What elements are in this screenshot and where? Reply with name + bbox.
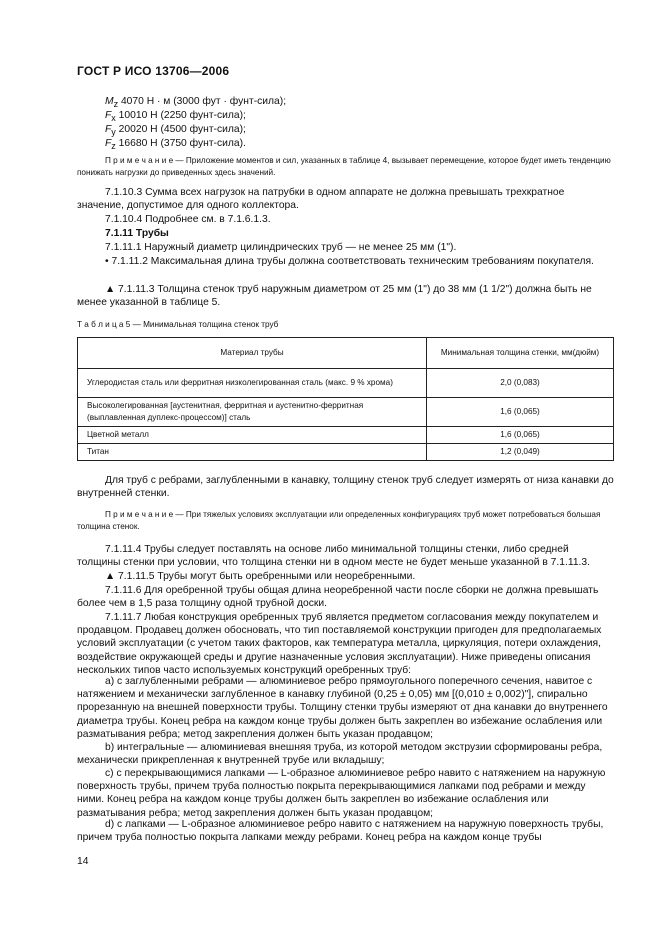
table-5-caption — [77, 320, 278, 329]
paragraph-fins: Для труб с ребрами, заглубленными в канавку, толщину стенок труб следует измерять от низа канавки до внутренней стенки. — [77, 475, 614, 500]
paragraph-7-1-11-4: 7.1.11.4 Трубы следует поставлять на основе либо минимальной толщины стенки, либо средней толщины стенки при условии, что толщина стенки ни в одном месте не будет меньше указанной в 7.1.11.3. — [77, 544, 590, 569]
force-value: 16680 Н (3750 фунт-сила). — [115, 138, 246, 149]
paragraph-7-1-11-1: 7.1.11.1 Наружный диаметр цилиндрических труб — не менее 25 мм (1"). — [105, 242, 457, 253]
section-heading-7-1-11: 7.1.11 Трубы — [105, 228, 169, 239]
note-label: П р и м е ч а н и е — [105, 510, 174, 519]
paragraph-7-1-10-3: 7.1.10.3 Сумма всех нагрузок на патрубки в одном аппарате не должна превышать трехкратное значение, допустимое для одного коллектора. — [77, 187, 565, 212]
table-cell-material: Высоколегированная [аустенитная, ферритная и аустенитно-ферритная (выплавленная дуплекс-процессом)] сталь — [78, 398, 427, 427]
force-value: 20020 Н (4500 фунт-сила); — [115, 124, 246, 135]
force-line — [105, 137, 246, 153]
force-value: 10010 Н (2250 фунт-сила); — [115, 110, 246, 121]
paragraph-7-1-11-6: 7.1.11.6 Для оребренной трубы общая длина неоребренной части после сборки не должна превышать более чем в 1,5 раза толщину одной трубной доски. — [77, 585, 599, 610]
note-text: — Приложение моментов и сил, указанных в таблице 4, вызывает перемещение, которое будет иметь тенденцию понижать нагрузки до приведенных здесь значений. — [77, 156, 611, 177]
paragraph-7-1-11-5: ▲ 7.1.11.5 Трубы могут быть оребренными или неоребренными. — [105, 571, 416, 582]
table-cell-value: 2,0 (0,083) — [427, 369, 614, 398]
paragraph-7-1-10-4: 7.1.10.4 Подробнее см. в 7.1.6.1.3. — [105, 214, 271, 225]
page-header-title: ГОСТ Р ИСО 13706—2006 — [77, 64, 230, 78]
table-cell-material: Цветной металл — [78, 427, 427, 444]
table-cell-value: 1,6 (0,065) — [427, 398, 614, 427]
table-header-row — [78, 338, 614, 369]
note-label: П р и м е ч а н и е — [105, 156, 174, 165]
table-row — [78, 444, 614, 461]
list-item-d: d) с лапками — L-образное алюминиевое ребро навито с натяжением на наружную поверхность трубы, причем труба полностью покрыта лапками между ребрами. Конец ребра на каждом конце трубы — [77, 819, 604, 844]
table-row — [78, 398, 614, 427]
table-cell-value: 1,2 (0,049) — [427, 444, 614, 461]
table-row — [78, 427, 614, 444]
paragraph-7-1-11-7: 7.1.11.7 Любая конструкция оребренных труб является предметом согласования между покупателем и продавцом. Продавец должен обосновать, что тип поставляемой конструкции пригоден для предполагаемых условий эксплуатации (с учетом таких факторов, как температура металла, циркуляция, потери охлаждения, воздействие окружающей среды и другие назначенные условия эксплуатации). Ниже приведены описания нескольких типов часто используемых конструкций оребренных труб: — [77, 612, 602, 676]
page-number: 14 — [77, 856, 89, 867]
table-caption-text: 5 — Минимальная толщина стенок труб — [123, 320, 279, 329]
force-symbol: F — [105, 138, 112, 149]
force-subscript: x — [111, 113, 116, 124]
force-value: 4070 Н · м (3000 фут · фунт-сила); — [118, 96, 287, 107]
table-5 — [77, 337, 614, 461]
force-symbol: F — [105, 124, 112, 135]
force-subscript: z — [111, 141, 116, 152]
paragraph-7-1-11-2: • 7.1.11.2 Максимальная длина трубы должна соответствовать техническим требованиям покупателя. — [105, 256, 594, 267]
force-subscript: y — [111, 127, 116, 138]
table-caption-label: Т а б л и ц а — [77, 320, 124, 329]
table-header-material: Материал трубы — [78, 338, 427, 369]
note-2 — [77, 509, 614, 532]
force-symbol: M — [105, 96, 114, 107]
note-1 — [77, 155, 614, 178]
table-cell-material: Углеродистая сталь или ферритная низколегированная сталь (макс. 9 % хрома) — [78, 369, 427, 398]
note-text: — При тяжелых условиях эксплуатации или определенных конфигурациях труб может потребоваться большая толщина стенок. — [77, 510, 601, 531]
table-header-thickness: Минимальная толщина стенки, мм(дюйм) — [427, 338, 614, 369]
table-cell-value: 1,6 (0,065) — [427, 427, 614, 444]
force-subscript: z — [113, 99, 119, 110]
list-item-c: с) с перекрывающимися лапками — L-образное алюминиевое ребро навито с натяжением на наружную поверхность трубы, причем труба полностью покрыта перекрывающимися лапками под ребрами и между ними. Конец ребра на каждом конце трубы должен быть закреплен во избежание ослабления или разматывания ребра; метод закрепления должен быть указан продавцом; — [77, 768, 606, 819]
table-cell-material: Титан — [78, 444, 427, 461]
table-row — [78, 369, 614, 398]
paragraph-7-1-11-3: ▲ 7.1.11.3 Толщина стенок труб наружным диаметром от 25 мм (1") до 38 мм (1 1/2") должна быть не менее указанной в таблице 5. — [77, 284, 592, 309]
list-item-a: а) с заглубленными ребрами — алюминиевое ребро прямоугольного поперечного сечения, навитое с натяжением и механически заглубленное в канавку глубиной (0,25 ± 0,05) мм [(0,010 ± 0,002)"], спирально прорезанную на внешней поверхности трубы. Толщину стенки трубы измеряют от дна канавки до внутреннего диаметра трубы. Конец ребра на каждом конце трубы должен быть закреплен во избежание ослабления или разматывания ребра; метод закрепления должен быть указан продавцом; — [77, 676, 608, 740]
force-symbol: F — [105, 110, 112, 121]
list-item-b: b) интегральные — алюминиевая внешняя труба, из которой методом экструзии сформированы ребра, механически прикрепленная к внутренней трубе или вкладышу; — [77, 742, 603, 767]
